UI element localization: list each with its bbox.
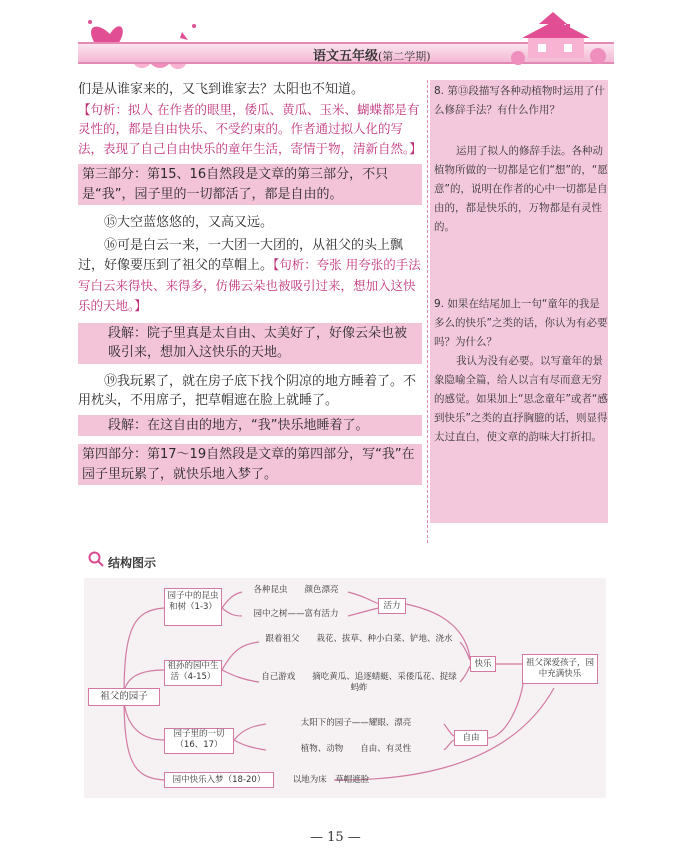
leaf-node: 跟着祖父 栽花、拔草、种小白菜、铲地、浇水 xyxy=(265,634,453,644)
leaf-node: 太阳下的园子——耀眼、漂亮 xyxy=(300,718,412,728)
theme-node: 快乐 xyxy=(470,656,496,672)
paragraph-summary: 段解：在这自由的地方，“我”快乐地睡着了。 xyxy=(78,415,422,437)
section-summary: 第三部分：第15、16自然段是文章的第三部分，不只是“我”，园子里的一切都活了，都是自由的。 xyxy=(78,164,422,205)
leaf-node: 园中之树——富有活力 xyxy=(253,609,339,619)
question-9: 9. 如果在结尾加上一句“童年的我是多么的快乐”之类的话，你认为有必要吗？为什么？ xyxy=(434,298,608,348)
paragraph: ⑲我玩累了，就在房子底下找个阴凉的地方睡着了。不用枕头，不用席子，把草帽遮在脸上就睡了。 xyxy=(78,373,417,408)
node-dream-in-garden: 园中快乐入梦（18-20） xyxy=(164,772,274,788)
leaf-node: 以地为床 草帽遮脸 xyxy=(292,775,370,785)
leaf-node: 各种昆虫 颜色漂亮 xyxy=(253,585,339,595)
node-life-in-garden: 祖孙的园中生活（4-15） xyxy=(164,660,222,686)
leaf-node: 植物、动物 自由、有灵性 xyxy=(300,744,412,754)
root-node: 祖父的园子 xyxy=(88,688,160,706)
theme-node: 自由 xyxy=(454,730,488,746)
node-everything-in-garden: 园子里的一切（16、17） xyxy=(164,728,234,754)
column-divider xyxy=(427,80,428,543)
magnifier-icon xyxy=(88,551,104,567)
side-qa-panel xyxy=(430,80,608,523)
theme-node: 活力 xyxy=(378,598,406,614)
conclusion-node: 祖父深爱孩子，园中充满快乐 xyxy=(522,654,598,684)
sentence-analysis: 【句析：拟人 在作者的眼里，倭瓜、黄瓜、玉米、蝴蝶都是有灵性的，都是自由快乐、不受约束的。作者通过拟人化的写法，表现了自己自由快乐的童年生活，寄情于物，清新自然。】 xyxy=(78,101,422,156)
paragraph: ⑯可是白云一来，一大团一大团的，从祖父的头上飘过，好像要压到了祖父的草帽上。【句析：夸张 用夸张的手法写白云来得快、来得多，仿佛云朵也被吸引过来，想加入这快乐的天地。】 xyxy=(78,237,421,313)
section-summary: 第四部分：第17～19自然段是文章的第四部分，写“我”在园子里玩累了，就快乐地入梦了。 xyxy=(78,444,422,485)
section-heading: 结构图示 xyxy=(108,556,157,570)
paragraph: ⑮大空蓝悠悠的，又高又远。 xyxy=(104,215,274,230)
question-8: 8. 第⑬段描写各种动植物时运用了什么修辞手法？有什么作用？ xyxy=(434,85,605,116)
node-insects-and-trees: 园子中的昆虫和树（1-3） xyxy=(164,588,222,626)
paragraph-summary: 段解：院子里真是太自由、太美好了，好像云朵也被吸引来，想加入这快乐的天地。 xyxy=(78,323,422,364)
leaf-node: 自己游戏 摘吃黄瓜、追逐蜻蜓、采倭瓜花、捉绿蚂蚱 xyxy=(261,672,457,693)
paragraph: 们是从谁家来的，又飞到谁家去？太阳也不知道。 xyxy=(78,82,365,97)
main-text-column xyxy=(78,80,422,530)
answer-9: 我认为没有必要。以写童年的景象隐喻全篇，给人以言有尽而意无穷的感觉。如果加上“思念童年”或者“感到快乐”之类的直抒胸臆的话，则显得太过直白，使文章的韵味大打折扣。 xyxy=(434,355,608,443)
sentence-analysis: 【句析：夸张 用夸张的手法写白云来得快、来得多，仿佛云朵也被吸引过来，想加入这快乐的天地。】 xyxy=(78,257,421,313)
page-number: — 15 — xyxy=(310,830,361,845)
header-title: 语文五年级(第二学期) xyxy=(313,49,431,64)
page-header xyxy=(78,12,614,80)
house-decoration-icon xyxy=(508,12,614,74)
structure-mind-map xyxy=(84,578,606,798)
answer-8: 运用了拟人的修辞手法。各种动植物所做的一切都是它们“想”的，“愿意”的，说明在作者的心中一切都是自由的，都是快乐的，万物都是有灵性的。 xyxy=(434,145,608,233)
